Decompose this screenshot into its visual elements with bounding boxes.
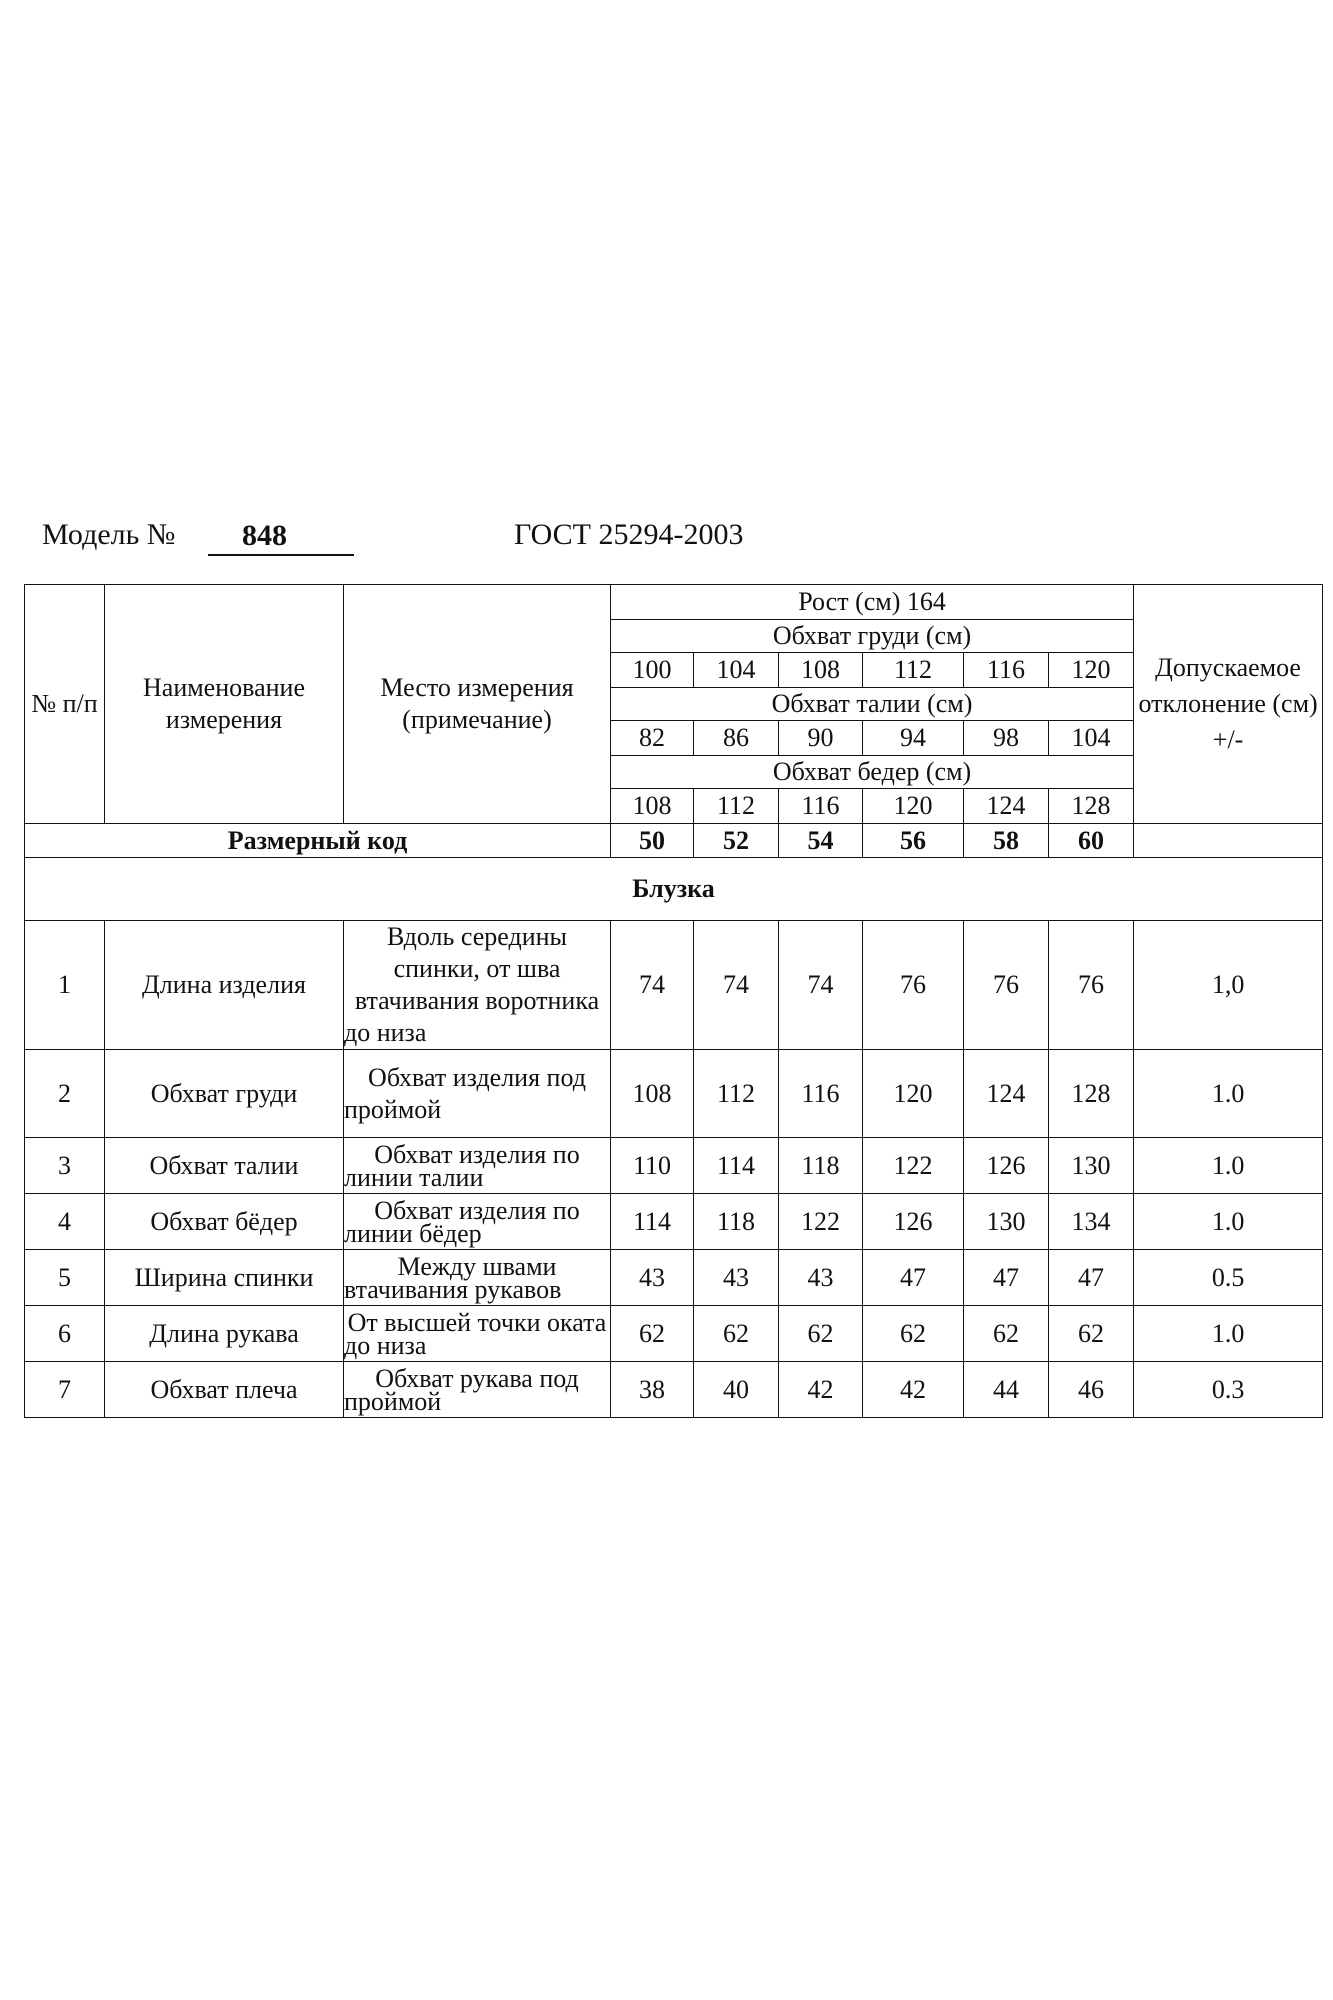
hips-value: 116 bbox=[779, 789, 863, 824]
waist-value: 86 bbox=[694, 721, 779, 756]
waist-value: 90 bbox=[779, 721, 863, 756]
measurement-value: 130 bbox=[964, 1194, 1049, 1250]
measurement-name: Обхват талии bbox=[105, 1138, 344, 1194]
measurement-value: 46 bbox=[1049, 1362, 1134, 1418]
measurement-note: Обхват изделия по линии талии bbox=[344, 1138, 611, 1194]
hips-value: 128 bbox=[1049, 789, 1134, 824]
chest-label: Обхват груди (см) bbox=[611, 620, 1134, 653]
measurement-value: 43 bbox=[694, 1250, 779, 1306]
measurement-value: 44 bbox=[964, 1362, 1049, 1418]
tolerance-value: 0.5 bbox=[1134, 1250, 1323, 1306]
tolerance-value: 1.0 bbox=[1134, 1194, 1323, 1250]
hips-label: Обхват бедер (см) bbox=[611, 756, 1134, 789]
waist-label: Обхват талии (см) bbox=[611, 688, 1134, 721]
measurement-note: Вдоль середины спинки, от шва втачивания воротника до низа bbox=[344, 921, 611, 1050]
measurement-value: 62 bbox=[694, 1306, 779, 1362]
measurement-name: Обхват бёдер bbox=[105, 1194, 344, 1250]
measurement-value: 116 bbox=[779, 1050, 863, 1138]
hips-value: 108 bbox=[611, 789, 694, 824]
measurement-value: 62 bbox=[1049, 1306, 1134, 1362]
measurement-note: Между швами втачивания рукавов bbox=[344, 1250, 611, 1306]
measurement-row bbox=[25, 1138, 1323, 1194]
measurement-row bbox=[25, 1362, 1323, 1418]
measurement-row bbox=[25, 1194, 1323, 1250]
measurement-value: 62 bbox=[964, 1306, 1049, 1362]
tolerance-value: 0.3 bbox=[1134, 1362, 1323, 1418]
measurement-value: 62 bbox=[779, 1306, 863, 1362]
measurement-row bbox=[25, 1306, 1323, 1362]
measurement-note: Обхват рукава под проймой bbox=[344, 1362, 611, 1418]
measurement-note: Обхват изделия по линии бёдер bbox=[344, 1194, 611, 1250]
standard-label: ГОСТ 25294-2003 bbox=[514, 518, 744, 551]
size-code-tolerance-empty bbox=[1134, 824, 1323, 858]
tolerance-value: 1,0 bbox=[1134, 921, 1323, 1050]
measurement-value: 122 bbox=[863, 1138, 964, 1194]
measurement-value: 47 bbox=[863, 1250, 964, 1306]
measurement-value: 118 bbox=[779, 1138, 863, 1194]
measurement-value: 126 bbox=[863, 1194, 964, 1250]
measurement-value: 124 bbox=[964, 1050, 1049, 1138]
size-specification-table bbox=[24, 584, 1323, 1418]
measurement-row bbox=[25, 1050, 1323, 1138]
chest-value: 112 bbox=[863, 653, 964, 688]
measurement-name: Ширина спинки bbox=[105, 1250, 344, 1306]
chest-value: 108 bbox=[779, 653, 863, 688]
size-code-value: 56 bbox=[863, 824, 964, 858]
waist-value: 94 bbox=[863, 721, 964, 756]
measurement-name: Длина изделия bbox=[105, 921, 344, 1050]
measurement-value: 38 bbox=[611, 1362, 694, 1418]
measurement-name: Обхват груди bbox=[105, 1050, 344, 1138]
document-header bbox=[42, 518, 1292, 568]
col-header-tolerance: Допускаемое отклонение (см) +/- bbox=[1134, 585, 1323, 824]
size-code-value: 54 bbox=[779, 824, 863, 858]
size-code-value: 58 bbox=[964, 824, 1049, 858]
tolerance-value: 1.0 bbox=[1134, 1306, 1323, 1362]
chest-value: 104 bbox=[694, 653, 779, 688]
measurement-value: 43 bbox=[779, 1250, 863, 1306]
measurement-value: 110 bbox=[611, 1138, 694, 1194]
measurement-value: 40 bbox=[694, 1362, 779, 1418]
col-header-name: Наименование измерения bbox=[105, 585, 344, 824]
chest-value: 120 bbox=[1049, 653, 1134, 688]
measurement-value: 62 bbox=[611, 1306, 694, 1362]
size-code-value: 50 bbox=[611, 824, 694, 858]
measurement-value: 47 bbox=[964, 1250, 1049, 1306]
measurement-value: 74 bbox=[779, 921, 863, 1050]
measurement-value: 122 bbox=[779, 1194, 863, 1250]
measurement-value: 42 bbox=[779, 1362, 863, 1418]
waist-value: 104 bbox=[1049, 721, 1134, 756]
measurement-value: 74 bbox=[694, 921, 779, 1050]
measurement-value: 43 bbox=[611, 1250, 694, 1306]
row-number: 2 bbox=[25, 1050, 105, 1138]
measurement-value: 114 bbox=[694, 1138, 779, 1194]
measurement-value: 118 bbox=[694, 1194, 779, 1250]
model-label: Модель № bbox=[42, 518, 176, 551]
model-number: 848 bbox=[208, 518, 354, 556]
col-header-place: Место измерения (примечание) bbox=[344, 585, 611, 824]
chest-value: 116 bbox=[964, 653, 1049, 688]
waist-value: 98 bbox=[964, 721, 1049, 756]
row-number: 7 bbox=[25, 1362, 105, 1418]
height-label: Рост (см) 164 bbox=[611, 585, 1134, 620]
tolerance-value: 1.0 bbox=[1134, 1138, 1323, 1194]
measurement-value: 47 bbox=[1049, 1250, 1134, 1306]
hips-value: 124 bbox=[964, 789, 1049, 824]
measurement-value: 112 bbox=[694, 1050, 779, 1138]
hips-value: 112 bbox=[694, 789, 779, 824]
tolerance-value: 1.0 bbox=[1134, 1050, 1323, 1138]
row-number: 6 bbox=[25, 1306, 105, 1362]
measurement-value: 108 bbox=[611, 1050, 694, 1138]
waist-value: 82 bbox=[611, 721, 694, 756]
section-title: Блузка bbox=[25, 858, 1323, 921]
measurement-value: 74 bbox=[611, 921, 694, 1050]
measurement-note: От высшей точки оката до низа bbox=[344, 1306, 611, 1362]
size-code-label: Размерный код bbox=[25, 824, 611, 858]
measurement-value: 134 bbox=[1049, 1194, 1134, 1250]
size-code-value: 52 bbox=[694, 824, 779, 858]
row-number: 3 bbox=[25, 1138, 105, 1194]
measurement-note: Обхват изделия под проймой bbox=[344, 1050, 611, 1138]
measurement-value: 76 bbox=[863, 921, 964, 1050]
row-number: 5 bbox=[25, 1250, 105, 1306]
measurement-value: 62 bbox=[863, 1306, 964, 1362]
measurement-name: Обхват плеча bbox=[105, 1362, 344, 1418]
measurement-name: Длина рукава bbox=[105, 1306, 344, 1362]
measurement-value: 128 bbox=[1049, 1050, 1134, 1138]
measurement-value: 130 bbox=[1049, 1138, 1134, 1194]
measurement-value: 42 bbox=[863, 1362, 964, 1418]
row-number: 1 bbox=[25, 921, 105, 1050]
measurement-value: 76 bbox=[964, 921, 1049, 1050]
chest-value: 100 bbox=[611, 653, 694, 688]
hips-value: 120 bbox=[863, 789, 964, 824]
measurement-value: 114 bbox=[611, 1194, 694, 1250]
col-header-number: № п/п bbox=[25, 585, 105, 824]
row-number: 4 bbox=[25, 1194, 105, 1250]
measurement-value: 120 bbox=[863, 1050, 964, 1138]
measurement-row bbox=[25, 921, 1323, 1050]
measurement-value: 126 bbox=[964, 1138, 1049, 1194]
measurement-row bbox=[25, 1250, 1323, 1306]
size-code-value: 60 bbox=[1049, 824, 1134, 858]
measurement-value: 76 bbox=[1049, 921, 1134, 1050]
